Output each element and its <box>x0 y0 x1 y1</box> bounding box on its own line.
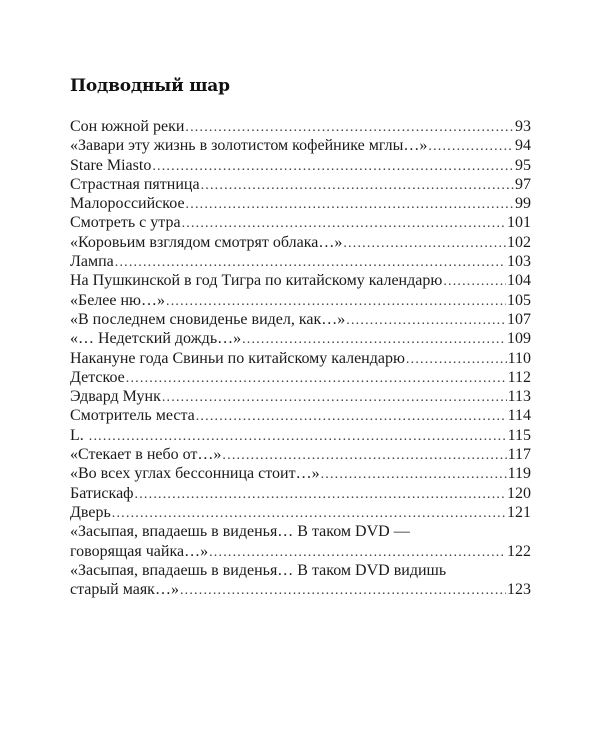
leader-dots <box>321 465 507 484</box>
toc-entry <box>70 484 531 503</box>
toc-entry-page: 110 <box>507 349 531 367</box>
toc-entry-title: Накануне года Свиньи по китайскому календарю <box>70 349 405 367</box>
leader-dots <box>201 176 514 195</box>
toc-entry-page: 94 <box>515 137 531 155</box>
toc-entry-page: 122 <box>507 542 531 560</box>
leader-dots <box>112 504 506 523</box>
toc-entry <box>70 445 531 464</box>
toc-entry <box>70 213 531 232</box>
leader-dots <box>162 388 507 407</box>
toc-entry-title: Stare Miasto <box>70 156 152 174</box>
toc-entry-title: «Коровьим взглядом смотрят облака…» <box>70 233 343 251</box>
leader-dots <box>343 234 506 253</box>
toc-entry-page: 113 <box>507 388 531 406</box>
toc-entry-title: Сон южной реки <box>70 118 185 135</box>
toc-entry-page: 121 <box>507 503 531 521</box>
leader-dots <box>152 157 514 176</box>
toc-entry <box>70 542 531 561</box>
table-of-contents <box>70 117 531 599</box>
toc-entry-page: 105 <box>507 291 531 309</box>
toc-entry-page: 120 <box>507 484 531 502</box>
section-title: Подводный шар <box>70 76 230 96</box>
leader-dots <box>89 427 507 446</box>
toc-entry <box>70 194 531 213</box>
toc-entry <box>70 349 531 368</box>
toc-entry <box>70 117 531 136</box>
toc-entry-title: L. <box>70 426 88 444</box>
toc-entry-title: На Пушкинской в год Тигра по китайскому календарю <box>70 272 443 290</box>
toc-entry-title: Смотритель места <box>70 407 195 425</box>
toc-entry <box>70 580 531 599</box>
leader-dots <box>222 446 506 465</box>
leader-dots <box>428 137 514 156</box>
toc-entry-first-line <box>70 561 531 580</box>
toc-entry <box>70 136 531 155</box>
toc-entry-page: 103 <box>507 253 531 271</box>
toc-entry-page: 123 <box>507 581 531 599</box>
leader-dots <box>126 369 507 388</box>
toc-entry <box>70 329 531 348</box>
toc-entry-title: «Завари эту жизнь в золотистом кофейнике мглы…» <box>70 137 428 155</box>
toc-entry-title: «Белее ню…» <box>70 291 165 309</box>
leader-dots <box>180 581 506 600</box>
toc-entry <box>70 252 531 271</box>
toc-entry-page: 97 <box>515 175 531 193</box>
toc-entry <box>70 291 531 310</box>
toc-entry-first-line <box>70 522 531 541</box>
leader-dots <box>115 253 506 272</box>
toc-entry <box>70 503 531 522</box>
toc-entry-title: Страстная пятница <box>70 175 200 193</box>
toc-entry-title: «Во всех углах бессонница стоит…» <box>70 465 320 483</box>
toc-entry-page: 104 <box>507 272 531 290</box>
leader-dots <box>406 350 507 369</box>
toc-entry-page: 93 <box>515 118 531 135</box>
toc-entry <box>70 368 531 387</box>
toc-entry-title: Лампа <box>70 253 114 271</box>
toc-entry-title: Дверь <box>70 503 111 521</box>
toc-entry-title: Эдвард Мунк <box>70 388 161 406</box>
toc-entry <box>70 156 531 175</box>
toc-entry-title: Батискаф <box>70 484 134 502</box>
toc-entry-title-continued: говорящая чайка…» <box>70 542 209 560</box>
toc-entry-title: Детское <box>70 368 125 386</box>
toc-entry <box>70 387 531 406</box>
toc-entry-page: 117 <box>507 446 531 464</box>
toc-entry-page: 119 <box>507 465 531 483</box>
leader-dots <box>182 214 506 233</box>
leader-dots <box>242 330 506 349</box>
toc-entry-page: 115 <box>507 426 531 444</box>
toc-entry-title: Смотреть с утра <box>70 214 181 232</box>
toc-entry-title: Малороссийское <box>70 195 185 213</box>
leader-dots <box>186 195 514 214</box>
toc-entry-title-continued: старый маяк…» <box>70 581 179 599</box>
toc-entry-page: 114 <box>507 407 531 425</box>
leader-dots <box>196 407 507 426</box>
toc-entry <box>70 271 531 290</box>
toc-entry <box>70 464 531 483</box>
toc-entry-title: «… Недетский дождь…» <box>70 330 242 348</box>
toc-entry <box>70 233 531 252</box>
toc-entry-page: 95 <box>515 156 531 174</box>
toc-entry-page: 109 <box>507 330 531 348</box>
leader-dots <box>135 485 506 504</box>
leader-dots <box>346 311 506 330</box>
toc-entry <box>70 310 531 329</box>
leader-dots <box>166 292 506 311</box>
toc-entry <box>70 426 531 445</box>
toc-entry <box>70 406 531 425</box>
toc-entry-page: 102 <box>507 233 531 251</box>
toc-entry-title: «Засыпая, впадаешь в виденья… В таком DVD видишь <box>70 561 447 579</box>
toc-entry-title: «В последнем сновиденье видел, как…» <box>70 310 346 328</box>
toc-entry-page: 99 <box>515 195 531 213</box>
toc-entry <box>70 175 531 194</box>
leader-dots <box>443 272 506 291</box>
toc-entry-page: 112 <box>507 368 531 386</box>
leader-dots <box>209 543 506 562</box>
toc-entry-page: 107 <box>507 310 531 328</box>
toc-entry-page: 101 <box>507 214 531 232</box>
leader-dots <box>185 118 514 137</box>
toc-entry-title: «Стекает в небо от…» <box>70 446 222 464</box>
toc-entry-title: «Засыпая, впадаешь в виденья… В таком DVD — <box>70 523 410 541</box>
